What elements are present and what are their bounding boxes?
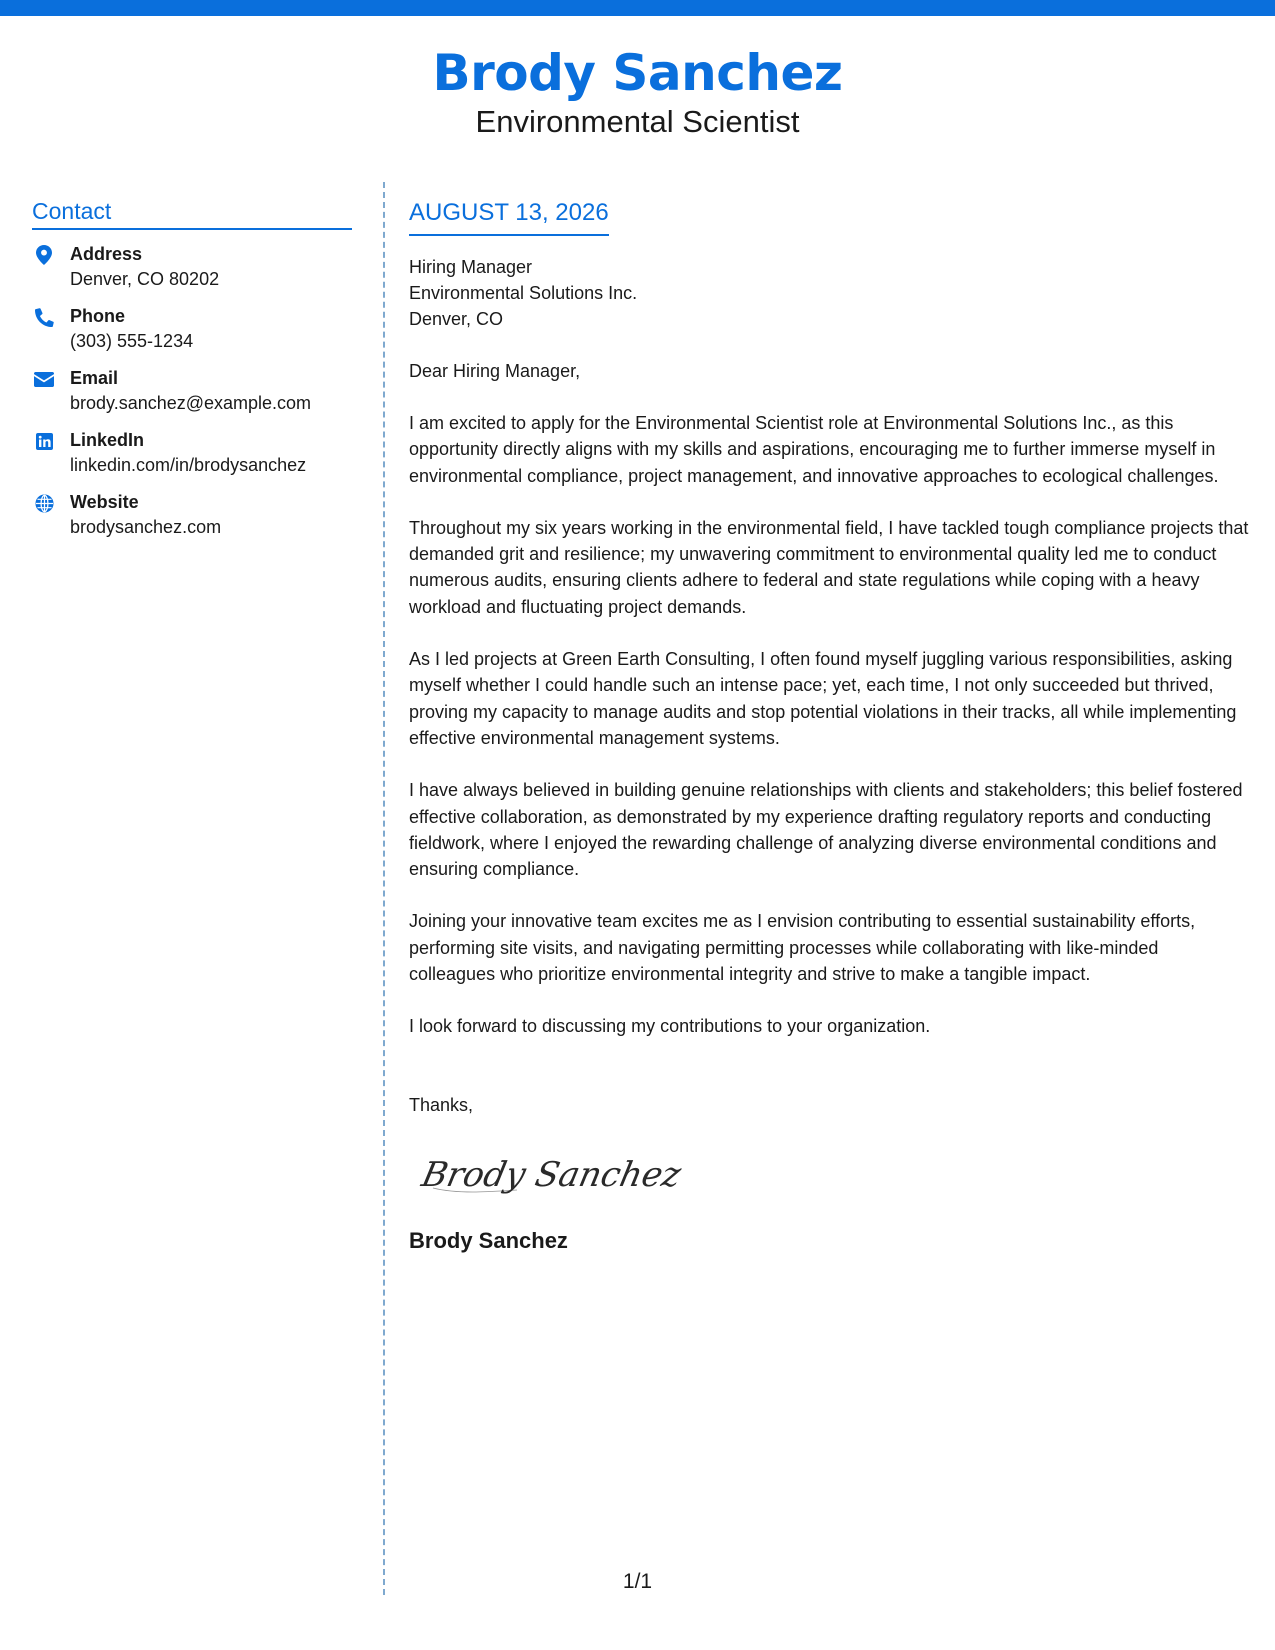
contact-item-linkedin [32,428,352,478]
letter-paragraph: As I led projects at Green Earth Consulting, I often found myself juggling various responsibilities, asking myself whether I could handle such an intense pace; yet, each time, I not only succeeded but thrived, proving my capacity to manage audits and stop potential violations in their tracks, all while implementing effective environmental management systems. [409,649,1237,748]
applicant-name: Brody Sanchez [432,44,843,102]
signature-glyphs: Brody Sanchez [418,1154,685,1195]
contact-value: Denver, CO 80202 [70,269,220,289]
contact-section-title: Contact [32,196,352,230]
contact-item-email [32,366,352,416]
resume-header [0,40,1275,142]
contact-sidebar [32,196,352,552]
contact-label: Phone [70,306,126,326]
contact-value: brodysanchez.com [70,517,222,537]
contact-value: linkedin.com/in/brodysanchez [70,455,307,475]
signer-name: Brody Sanchez [409,1227,568,1253]
letter-paragraph: I am excited to apply for the Environmental Scientist role at Environmental Solutions Inc., as this opportunity directly aligns with my skills and aspirations, encouraging me to further immerse myself in environmental compliance, project management, and innovative approaches to ecological challenges. [409,413,1219,486]
salutation: Dear Hiring Manager, [409,361,581,381]
contact-label: Email [70,368,119,388]
recipient-company: Environmental Solutions Inc. [409,283,638,303]
letter-date: AUGUST 13, 2026 [409,196,609,236]
contact-label: LinkedIn [70,430,145,450]
linkedin-icon [32,429,56,453]
contact-item-phone [32,304,352,354]
handwritten-signature [418,1144,1249,1204]
contact-item-address [32,242,352,292]
contact-value: brody.sanchez@example.com [70,393,312,413]
phone-icon [32,305,56,329]
contact-list [32,242,352,540]
letter-paragraph: I look forward to discussing my contributions to your organization. [409,1016,931,1037]
letter-paragraph: Throughout my six years working in the environmental field, I have tackled tough compliance projects that demanded grit and resilience; my unwavering commitment to environmental quality led me to conduct numerous audits, ensuring clients adhere to federal and state regulations while coping with a heavy workload and fluctuating project demands. [409,517,1249,617]
globe-icon [32,491,56,515]
email-icon [32,367,56,391]
letter-paragraph: Joining your innovative team excites me as I envision contributing to essential sustainability efforts, performing site visits, and navigating permitting processes while collaborating with like-minded colleagues who prioritize environmental integrity and strive to make a tangible impact. [409,911,1196,985]
contact-label: Address [70,244,143,264]
recipient-location: Denver, CO [409,309,504,329]
location-pin-icon [32,243,56,267]
top-accent-bar [0,0,1275,16]
applicant-role: Environmental Scientist [475,104,800,139]
closing-line: Thanks, [409,1094,474,1115]
page-number: 1/1 [622,1570,653,1593]
contact-value: (303) 555-1234 [70,331,194,351]
recipient-block [409,254,1249,332]
contact-item-website [32,490,352,540]
contact-label: Website [70,492,139,512]
letter-paragraph: I have always believed in building genuine relationships with clients and stakeholders; this belief fostered effective collaboration, as demonstrated by my experience drafting regulatory reports and conducting fieldwork, where I enjoyed the rewarding challenge of analyzing diverse environmental conditions and ensuring compliance. [409,780,1243,880]
recipient-title: Hiring Manager [409,257,533,277]
letter-body [409,196,1249,1256]
column-divider [383,182,385,1595]
